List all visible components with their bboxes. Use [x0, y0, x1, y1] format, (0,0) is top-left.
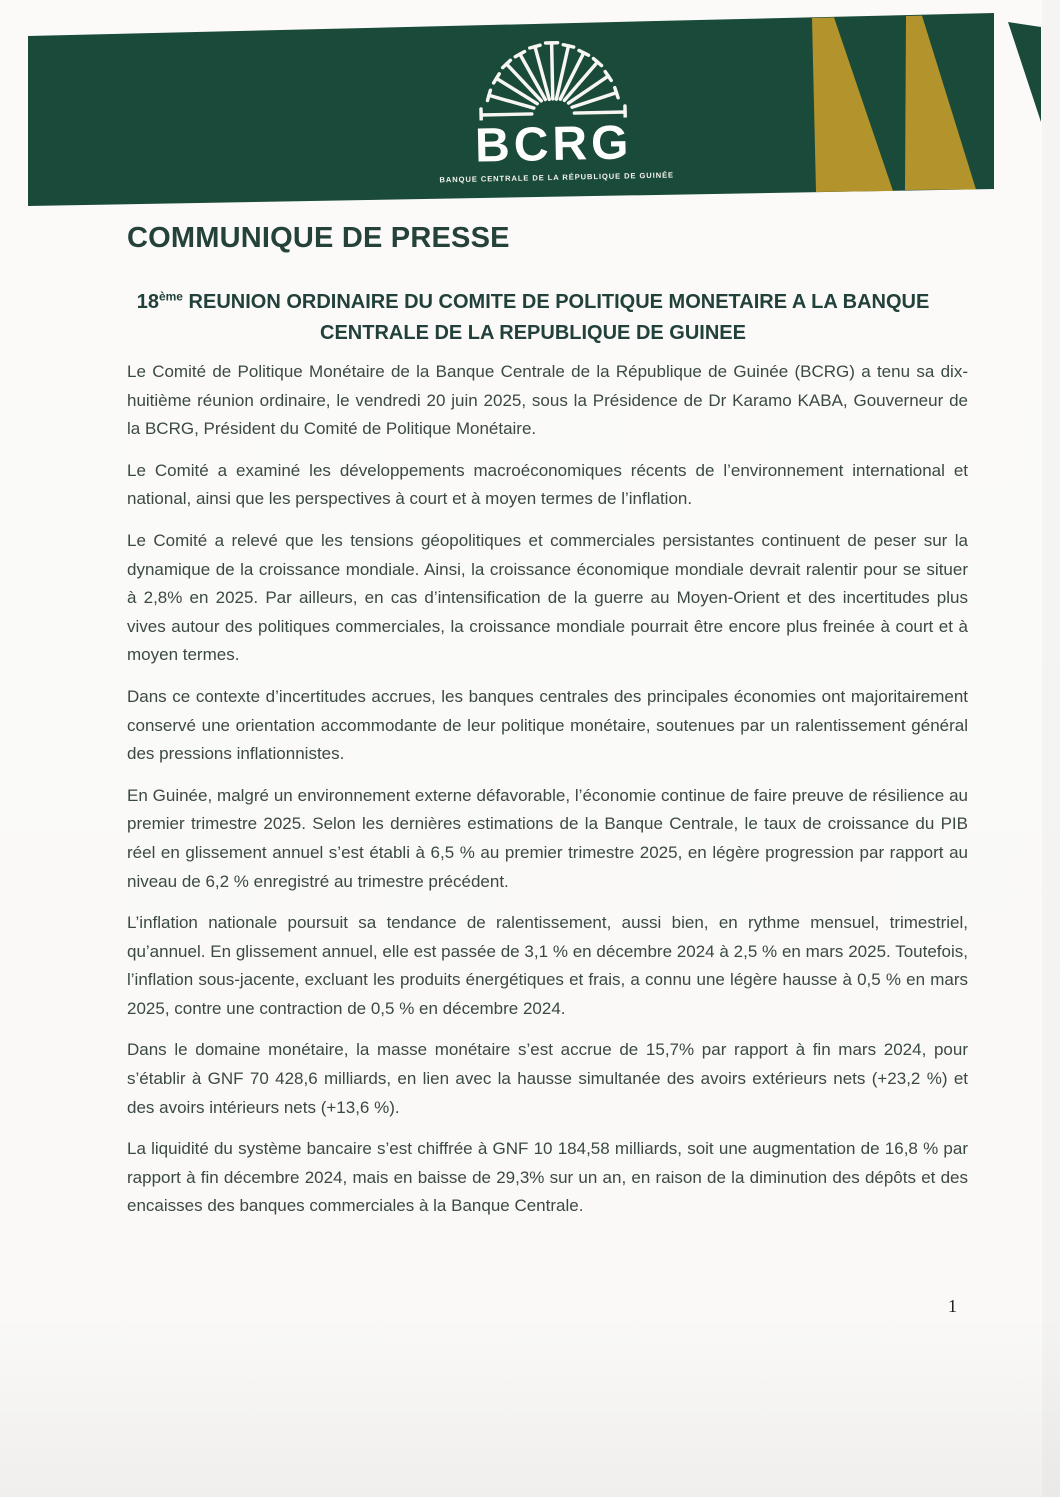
subtitle-number: 18: [136, 291, 159, 313]
paragraph-bank-liquidity: La liquidité du système bancaire s’est chiffrée à GNF 10 184,58 milliards, soit une augmentation de 16,8 % par rapport à fin décembre 2024, mais en baisse de 29,3% sur un an, en raison de la diminution des dépôts et des encaisses des banques commerciales à la Banque Centrale.: [127, 1139, 968, 1216]
document-body: [127, 358, 968, 1234]
paragraph-central-banks-stance: Dans ce contexte d’incertitudes accrues, les banques centrales des principales économies ont majoritairement conservé une orientation accommodante de leur politique monétaire, soutenues par un ralentissement général des pressions inflationnistes.: [127, 686, 968, 764]
bcrg-logo: [436, 34, 675, 185]
page-title: COMMUNIQUE DE PRESSE: [127, 222, 510, 254]
paragraph-macro-review: Le Comité a examiné les développements macroéconomiques récents de l’environnement international et national, ainsi que les perspectives à court et à moyen termes de l’inflation.: [127, 460, 968, 509]
subtitle-ordinal: ème: [158, 289, 183, 304]
bcrg-emblem-icon: [471, 34, 633, 120]
logo-acronym: BCRG: [474, 116, 633, 173]
paragraph-committee-meeting: Le Comité de Politique Monétaire de la Banque Centrale de la République de Guinée (BCRG) a tenu sa dix-huitième réunion ordinaire, le vendredi 20 juin 2025, sous la Présidence de Dr Karamo KABA, Gouverneur de la BCRG, Président du Comité de Politique Monétaire.: [127, 362, 968, 439]
corner-triangle: [1008, 22, 1041, 122]
paragraph-money-supply: Dans le domaine monétaire, la masse monétaire s’est accrue de 15,7% par rapport à fin mars 2024, pour s’établir à GNF 70 428,6 milliards, en lien avec la hausse simultanée des avoirs extérieurs nets (+23,2 %) et des avoirs intérieurs nets (+13,6 %).: [127, 1040, 968, 1117]
document-subtitle: [127, 287, 939, 349]
paragraph-inflation: L’inflation nationale poursuit sa tendance de ralentissement, aussi bien, en rythme mensuel, trimestriel, qu’annuel. En glissement annuel, elle est passée de 3,1 % en décembre 2024 à 2,5 % en mars 2025. Toutefois, l’inflation sous-jacente, excluant les produits énergétiques et frais, a connu une légère hausse à 0,5 % en mars 2025, contre une contraction de 0,5 % en décembre 2024.: [127, 913, 968, 1018]
page-number: 1: [948, 1296, 957, 1316]
subtitle-text: REUNION ORDINAIRE DU COMITE DE POLITIQUE MONETAIRE A LA BANQUE CENTRALE DE LA REPUBLIQUE DE GUINEE: [182, 291, 930, 344]
logo-tagline: BANQUE CENTRALE DE LA RÉPUBLIQUE DE GUINÉE: [439, 170, 675, 185]
paragraph-guinea-gdp: En Guinée, malgré un environnement externe défavorable, l’économie continue de faire preuve de résilience au premier trimestre 2025. Selon les dernières estimations de la Banque Centrale, le taux de croissance du PIB réel en glissement annuel s’est établi à 6,5 % au premier trimestre 2025, en légère progression par rapport au niveau de 6,2 % enregistré au trimestre précédent.: [127, 785, 968, 891]
scan-edge-shading: [1042, 0, 1060, 1497]
paragraph-global-growth: Le Comité a relevé que les tensions géopolitiques et commerciales persistantes continuent de peser sur la dynamique de la croissance mondiale. Ainsi, la croissance économique mondiale devrait ralentir pour se situer à 2,8% en 2025. Par ailleurs, en cas d’intensification de la guerre au Moyen-Orient et des incertitudes plus vives autour des politiques commerciales, la croissance mondiale pourrait être encore plus freinée à court et à moyen termes.: [127, 530, 968, 665]
